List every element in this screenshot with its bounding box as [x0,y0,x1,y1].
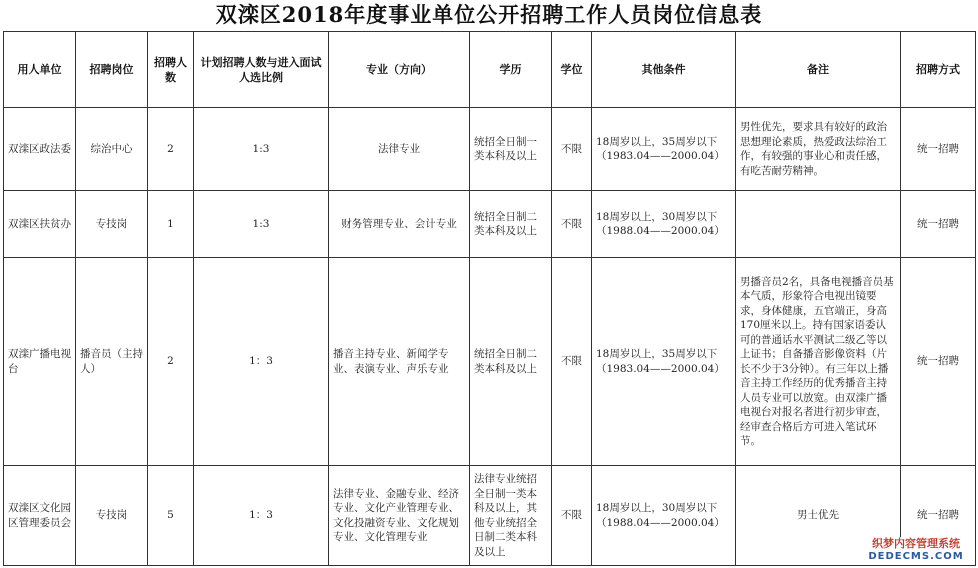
job-info-table [3,31,976,566]
cell-method: 统一招聘 [901,191,976,258]
table-header-row [4,32,976,108]
cell-education: 统招全日制一类本科及以上 [470,108,552,191]
watermark-line1: 织梦内容管理系统 [872,537,960,550]
cell-post: 综治中心 [76,108,148,191]
cell-count: 2 [148,108,194,191]
header-remarks: 备注 [736,32,901,108]
watermark [858,537,974,565]
cell-education: 法律专业统招全日制一类本科及以上，其他专业统招全日制二类本科及以上 [470,466,552,566]
table-row [4,191,976,258]
cell-conditions: 18周岁以上，30周岁以下（1988.04——2000.04） [592,191,736,258]
cell-remarks: 男播音员2名，具备电视播音员基本气质，形象符合电视出镜要求，身体健康，五官端正，身高170厘米以上。持有国家语委认可的普通话水平测试二级乙等以上证书；自备播音影像资料（片长不少于3分钟）。有三年以上播音主持工作经历的优秀播音主持人员专业可以放宽。由双滦广播电视台对报名者进行初步审查，经审查合格后方可进入笔试环节。 [736,258,901,466]
cell-unit: 双滦区文化园区管理委员会 [4,466,76,566]
cell-unit: 双滦区政法委 [4,108,76,191]
cell-conditions: 18周岁以上，35周岁以下（1983.04——2000.04） [592,108,736,191]
cell-major: 播音主持专业、新闻学专业、表演专业、声乐专业 [329,258,470,466]
cell-unit: 双滦区扶贫办 [4,191,76,258]
page-title: 双滦区2018年度事业单位公开招聘工作人员岗位信息表 [215,2,763,27]
cell-education: 统招全日制二类本科及以上 [470,191,552,258]
header-ratio: 计划招聘人数与进入面试人选比例 [194,32,329,108]
cell-count: 2 [148,258,194,466]
header-education: 学历 [470,32,552,108]
header-method: 招聘方式 [901,32,976,108]
cell-method: 统一招聘 [901,466,976,566]
cell-ratio: 1：3 [194,258,329,466]
cell-count: 1 [148,191,194,258]
cell-degree: 不限 [552,191,592,258]
cell-ratio: 1：3 [194,466,329,566]
cell-conditions: 18周岁以上，30周岁以下（1988.04——2000.04） [592,466,736,566]
cell-unit: 双滦广播电视台 [4,258,76,466]
cell-post: 专技岗 [76,191,148,258]
cell-degree: 不限 [552,258,592,466]
header-unit: 用人单位 [4,32,76,108]
cell-ratio: 1:3 [194,191,329,258]
cell-post: 专技岗 [76,466,148,566]
cell-remarks [736,191,901,258]
cell-remarks: 男士优先 [736,466,901,566]
cell-method: 统一招聘 [901,258,976,466]
cell-major: 法律专业 [329,108,470,191]
header-conditions: 其他条件 [592,32,736,108]
header-count: 招聘人数 [148,32,194,108]
cell-method: 统一招聘 [901,108,976,191]
header-post: 招聘岗位 [76,32,148,108]
cell-post: 播音员（主持人） [76,258,148,466]
cell-ratio: 1:3 [194,108,329,191]
header-degree: 学位 [552,32,592,108]
cell-remarks: 男性优先，要求具有较好的政治思想理论素质，热爱政法综治工作，有较强的事业心和责任感，有吃苦耐劳精神。 [736,108,901,191]
cell-degree: 不限 [552,108,592,191]
watermark-line2: DEDECMS.COM [868,551,964,562]
header-major: 专业（方向） [329,32,470,108]
table-row [4,258,976,466]
cell-education: 统招全日制二类本科及以上 [470,258,552,466]
table-row [4,108,976,191]
cell-count: 5 [148,466,194,566]
cell-major: 法律专业、金融专业、经济专业、文化产业管理专业、文化投融资专业、文化规划专业、文化管理专业 [329,466,470,566]
cell-degree: 不限 [552,466,592,566]
cell-major: 财务管理专业、会计专业 [329,191,470,258]
table-row [4,466,976,566]
cell-conditions: 18周岁以上，35周岁以下（1983.04——2000.04） [592,258,736,466]
